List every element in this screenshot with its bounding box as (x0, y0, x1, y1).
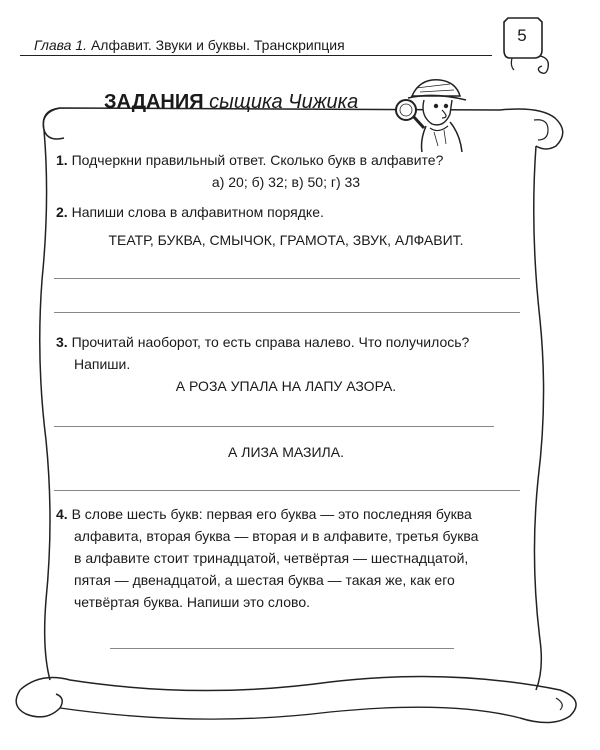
task-2 (56, 202, 516, 223)
chapter-title: Алфавит. Звуки и буквы. Транскрипция (90, 37, 345, 53)
answer-line (54, 278, 520, 279)
chapter-label: Глава 1. (34, 37, 88, 53)
answer-line (110, 648, 454, 649)
task-1-text: Подчеркни правильный ответ. Сколько букв в алфавите? (71, 152, 444, 168)
task-3-text-line2: Напиши. (74, 356, 131, 372)
page-number: 5 (517, 26, 527, 45)
task-4-line-4: пятая — двенадцатой, а шестая буква — такая же, как его (74, 572, 455, 588)
task-3-phrase-2: А ЛИЗА МАЗИЛА. (228, 444, 344, 460)
answer-line (54, 490, 520, 491)
task-1-number: 1. (56, 152, 68, 168)
answer-line (54, 312, 520, 313)
task-4-line-5: четвёртая буква. Напиши это слово. (74, 594, 310, 610)
task-2-words: ТЕАТР, БУКВА, СМЫЧОК, ГРАМОТА, ЗВУК, АЛФАВИТ. (108, 232, 464, 248)
task-3-number: 3. (56, 334, 68, 350)
answer-line (54, 426, 494, 427)
task-4-line-3: в алфавите стоит тринадцатой, четвёртая — шестнадцатой, (74, 550, 469, 566)
task-1 (56, 150, 516, 171)
section-title (104, 89, 394, 117)
task-4-line-1: В слове шесть букв: первая его буква — это последняя буква (71, 506, 472, 522)
detective-icon (390, 70, 474, 154)
task-1-options: а) 20; б) 32; в) 50; г) 33 (211, 174, 361, 190)
task-3-phrase-1: А РОЗА УПАЛА НА ЛАПУ АЗОРА. (175, 378, 397, 394)
task-3-text-line1: Прочитай наоборот, то есть справа налево. Что получилось? (71, 334, 470, 350)
task-4 (56, 504, 526, 525)
task-2-number: 2. (56, 204, 68, 220)
task-3 (56, 332, 522, 353)
task-4-line-2: алфавита, вторая буква — вторая и в алфавите, третья буква (74, 528, 479, 544)
task-4-number: 4. (56, 506, 68, 522)
section-title-italic: сыщика Чижика (209, 91, 359, 113)
section-title-bold: ЗАДАНИЯ (104, 91, 204, 113)
task-2-text: Напиши слова в алфавитном порядке. (71, 204, 324, 220)
